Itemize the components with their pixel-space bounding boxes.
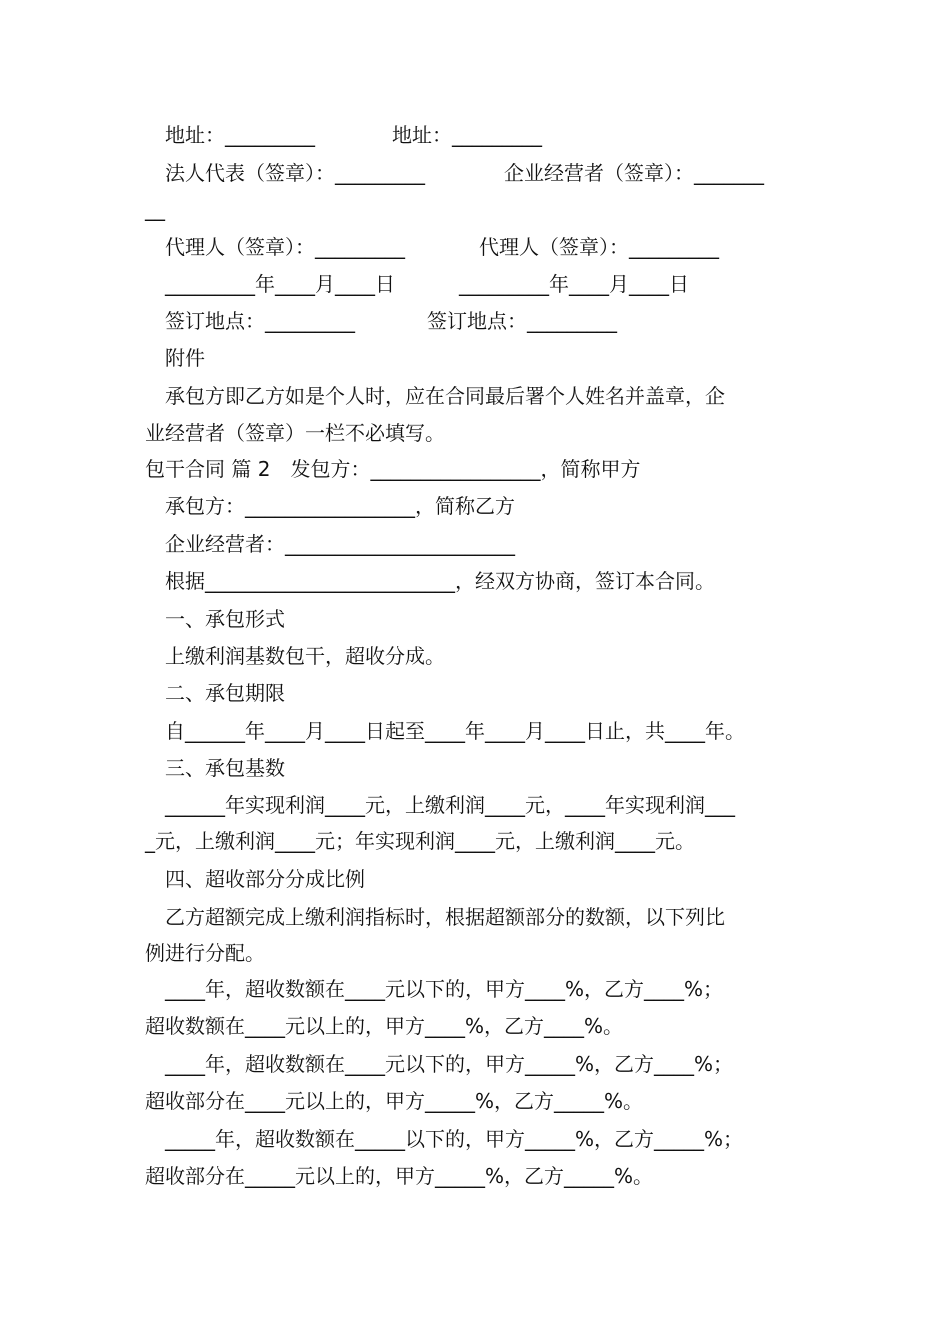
operator-line: 企业经营者：_______________________ bbox=[165, 532, 515, 556]
date-b: _________年____月____日 bbox=[459, 272, 689, 296]
ratio-row-1-line-2: 超收数额在____元以上的，甲方____%，乙方____%。 bbox=[145, 1014, 624, 1038]
legal-rep-signature: 法人代表（签章）：_________ bbox=[165, 161, 425, 185]
sign-place-b: 签订地点：_________ bbox=[427, 309, 617, 333]
annex-note-line-1: 承包方即乙方如是个人时，应在合同最后署个人姓名并盖章，企 bbox=[165, 384, 725, 408]
address-party-b: 地址：_________ bbox=[392, 123, 542, 147]
section-4-intro-line-1: 乙方超额完成上缴利润指标时，根据超额部分的数额，以下列比 bbox=[165, 905, 725, 929]
ratio-row-1-line-1: ____年，超收数额在____元以下的，甲方____%，乙方____%； bbox=[165, 977, 724, 1001]
address-party-a: 地址：_________ bbox=[165, 123, 315, 147]
address-row bbox=[145, 122, 845, 148]
agent-signature-a: 代理人（签章）：_________ bbox=[165, 235, 405, 259]
date-a: _________年____月____日 bbox=[165, 272, 395, 296]
section-4-heading: 四、超收部分分成比例 bbox=[165, 867, 365, 891]
contractor-line: 承包方：_________________，简称乙方 bbox=[165, 494, 515, 518]
ratio-row-3-line-2: 超收部分在_____元以上的，甲方_____%，乙方_____%。 bbox=[145, 1164, 654, 1188]
section-1-heading: 一、承包形式 bbox=[165, 607, 285, 631]
sign-place-row bbox=[145, 308, 845, 334]
sign-place-a: 签订地点：_________ bbox=[165, 309, 355, 333]
agent-row bbox=[145, 234, 845, 260]
operator-signature-continued: __ bbox=[145, 197, 165, 221]
section-3-body-line-1: ______年实现利润____元，上缴利润____元，____年实现利润___ bbox=[165, 793, 735, 817]
section-3-body-line-2: _元，上缴利润____元；年实现利润____元，上缴利润____元。 bbox=[145, 829, 695, 853]
annex-note-line-2: 业经营者（签章）一栏不必填写。 bbox=[145, 421, 445, 445]
section-1-body: 上缴利润基数包干，超收分成。 bbox=[165, 644, 445, 668]
section-4-intro-line-2: 例进行分配。 bbox=[145, 941, 265, 965]
legal-rep-row bbox=[145, 160, 845, 186]
section-2-heading: 二、承包期限 bbox=[165, 681, 285, 705]
annex-heading: 附件 bbox=[165, 346, 205, 370]
contract2-title-line: 包干合同 篇 2 发包方：_________________，简称甲方 bbox=[145, 457, 641, 481]
agent-signature-b: 代理人（签章）：_________ bbox=[479, 235, 719, 259]
operator-signature: 企业经营者（签章）：_______ bbox=[504, 161, 764, 185]
ratio-row-3-line-1: _____年，超收数额在_____以下的，甲方_____%，乙方_____%； bbox=[165, 1127, 744, 1151]
section-2-body: 自______年____月____日起至____年____月____日止，共____年。 bbox=[165, 719, 745, 743]
section-3-heading: 三、承包基数 bbox=[165, 756, 285, 780]
ratio-row-2-line-1: ____年，超收数额在____元以下的，甲方_____%，乙方____%； bbox=[165, 1052, 734, 1076]
basis-line: 根据_________________________，经双方协商，签订本合同。 bbox=[165, 569, 715, 593]
ratio-row-2-line-2: 超收部分在____元以上的，甲方_____%，乙方_____%。 bbox=[145, 1089, 644, 1113]
date-row bbox=[145, 271, 845, 297]
